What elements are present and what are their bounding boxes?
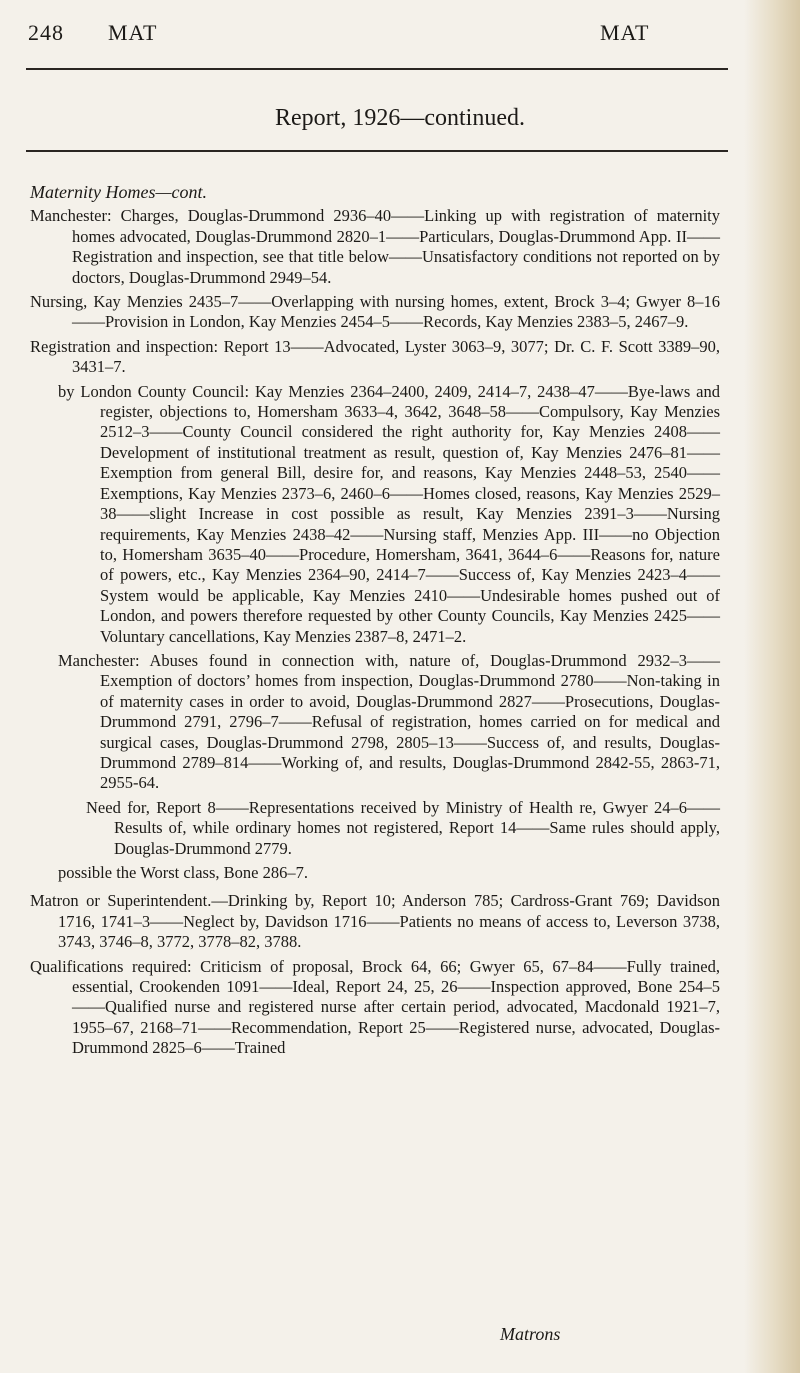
index-entry: possible the Worst class, Bone 286–7. bbox=[58, 863, 308, 882]
catchword: Matrons bbox=[500, 1324, 561, 1344]
index-entry: Need for, Report 8——Representations received by Ministry of Health re, Gwyer 24–6——Results of, while ordinary homes not registered, Report 14——Same rules should apply, Douglas-Drummond 2779. bbox=[86, 797, 720, 858]
index-entry: by London County Council: Kay Menzies 2364–2400, 2409, 2414–7, 2438–47——Bye-laws and register, objections to, Homersham 3633–4, 3642, 3648–58——Compulsory, Kay Menzies 2512–3——County Council considered the right authority for, Kay Menzies 2408——Development of institutional treatment as result, question of, Kay Menzies 2476–81——Exemption from general Bill, desire for, and reasons, Kay Menzies 2448–53, 2540——Exemptions, Kay Menzies 2373–6, 2460–6——Homes closed, reasons, Kay Menzies 2529–38——slight Increase in cost possible as result, Kay Menzies 2391–3——Nursing requirements, Kay Menzies 2438–42——Nursing staff, Menzies App. III——no Objection to, Homersham 3635–40——Procedure, Homersham, 3641, 3644–6——Reasons for, nature of powers, etc., Kay Menzies 2364–90, 2414–7——Success of, Kay Menzies 2423–4——System would be applicable, Kay Menzies 2410——Undesirable homes pushed out of London, and powers therefore requested by other County Councils, Kay Menzies 2425——Voluntary cancellations, Kay Menzies 2387–8, 2471–2. bbox=[58, 381, 720, 646]
running-head bbox=[28, 20, 668, 46]
index-entry: Matron or Superintendent.—Drinking by, Report 10; Anderson 785; Cardross-Grant 769; Davidson 1716, 1741–3——Neglect by, Davidson 1716——Patients no means of access to, Leverson 3738, 3743, 3746–8, 3772, 3778–82, 3788. bbox=[30, 891, 720, 952]
page-edge-shading bbox=[744, 0, 800, 1373]
index-entry: Manchester: Charges, Douglas-Drummond 2936–40——Linking up with registration of maternity homes advocated, Douglas-Drummond 2820–1——Particulars, Douglas-Drummond App. II——Registration and inspection, see that title below——Unsatisfactory conditions not reported on by doctors, Douglas-Drummond 2949–54. bbox=[30, 206, 720, 287]
heading-rule bbox=[26, 150, 728, 152]
index-entry: Qualifications required: Criticism of proposal, Brock 64, 66; Gwyer 65, 67–84——Fully trained, essential, Crookenden 1091——Ideal, Report 24, 25, 26——Inspection approved, Bone 254–5——Qualified nurse and registered nurse after certain period, advocated, Macdonald 1921–7, 1955–67, 2168–71——Recommendation, Report 25——Registered nurse, advocated, Douglas-Drummond 2825–6——Trained bbox=[30, 956, 720, 1058]
head-left: MAT bbox=[108, 20, 158, 45]
index-entry: Nursing, Kay Menzies 2435–7——Overlapping with nursing homes, extent, Brock 3–4; Gwyer 8–16——Provision in London, Kay Menzies 2454–5——Records, Kay Menzies 2383–5, 2467–9. bbox=[30, 292, 720, 332]
top-rule bbox=[26, 68, 728, 70]
index-column bbox=[30, 182, 720, 1063]
head-right: MAT bbox=[600, 20, 650, 45]
report-heading: Report, 1926—continued. bbox=[275, 105, 525, 131]
page-number: 248 bbox=[28, 20, 64, 45]
section-heading: Maternity Homes—cont. bbox=[30, 182, 207, 202]
index-entry: Registration and inspection: Report 13——Advocated, Lyster 3063–9, 3077; Dr. C. F. Scott 3389–90, 3431–7. bbox=[30, 336, 720, 377]
index-entry: Manchester: Abuses found in connection with, nature of, Douglas-Drummond 2932–3——Exemption of doctors’ homes from inspection, Douglas-Drummond 2780——Non-taking in of maternity cases in order to avoid, Douglas-Drummond 2827——Prosecutions, Douglas-Drummond 2791, 2796–7——Refusal of registration, homes carried on for medical and surgical cases, Douglas-Drummond 2798, 2805–13——Success of, and results, Douglas-Drummond 2789–814——Working of, and results, Douglas-Drummond 2842-55, 2863-71, 2955-64. bbox=[58, 650, 720, 793]
